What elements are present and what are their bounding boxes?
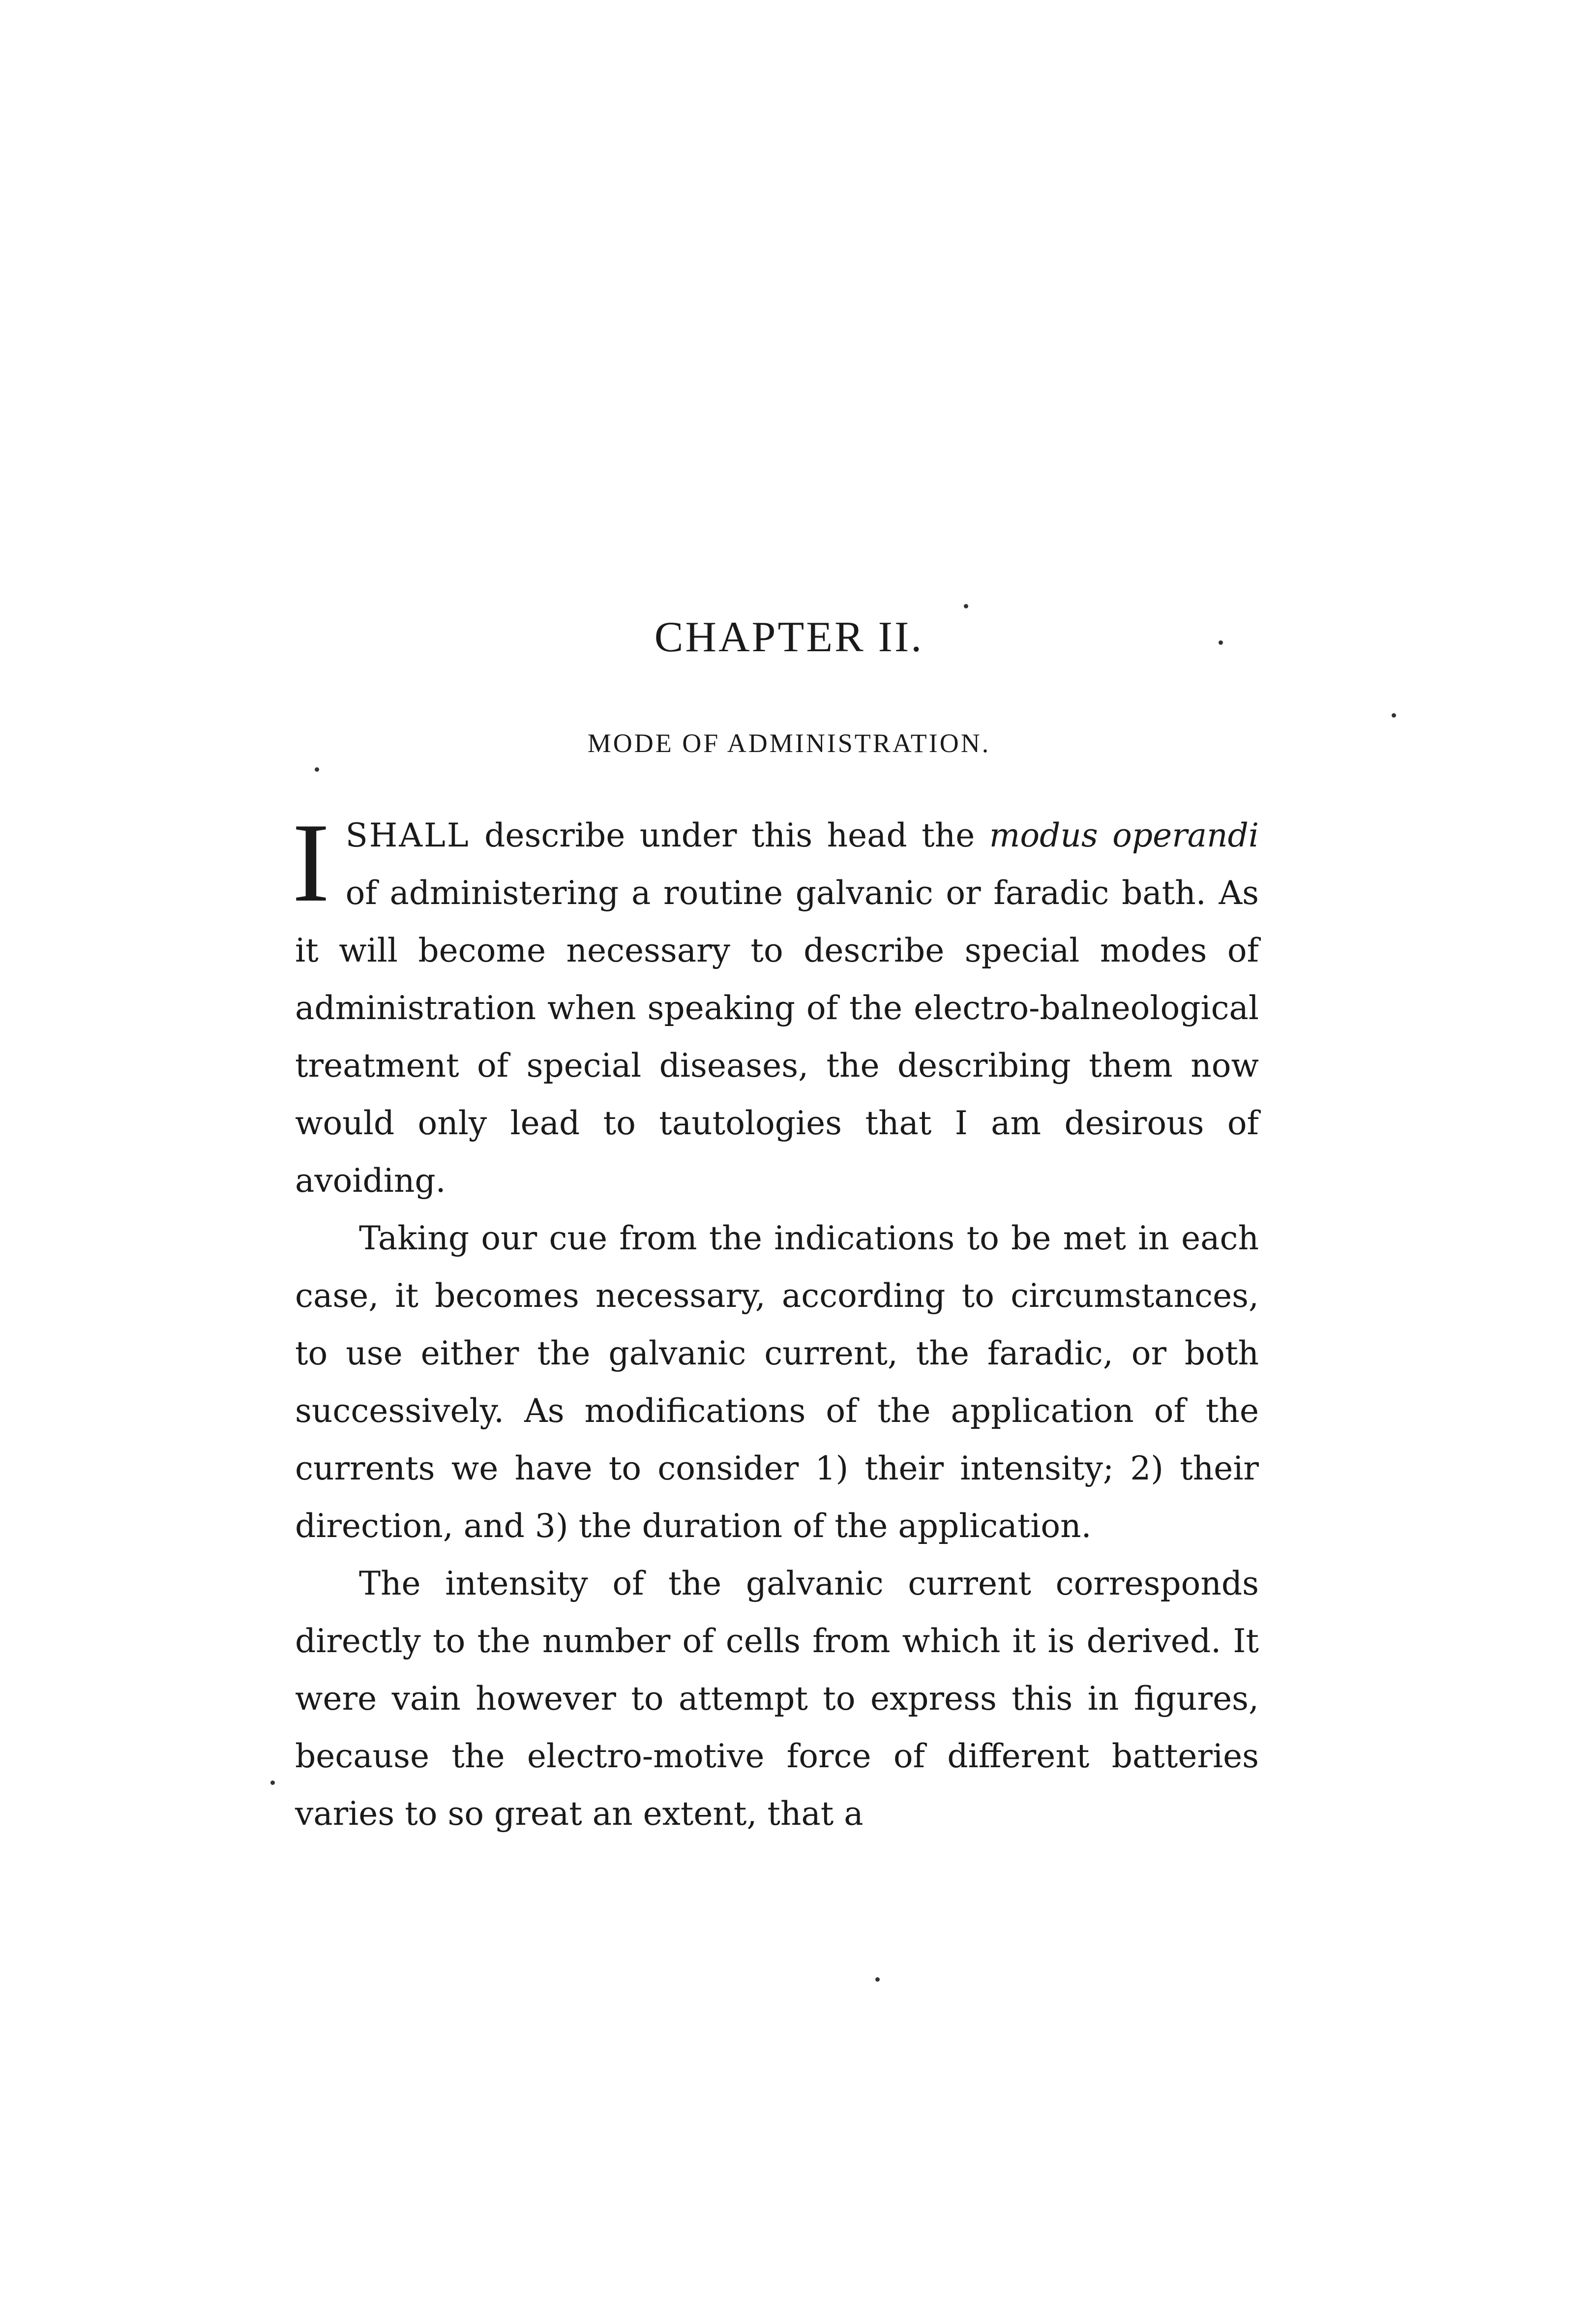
scan-speck xyxy=(1219,640,1223,645)
paragraph-text: of administering a routine galvanic or faradic bath. As it will become necessary to describe special modes of administration when speaking of the electro-balneological treatment of special diseases, the describing them now would only lead to tautologies that I am desirous of avoiding. xyxy=(295,874,1259,1200)
paragraph-2: Taking our cue from the indications to be met in each case, it becomes necessary, according to circumstances, to use either the galvanic current, the faradic, or both successively. As modifications of the application of the currents we have to consider 1) their intensity; 2) their direction, and 3) the duration of the application. xyxy=(295,1219,1259,1545)
paragraph-1 xyxy=(292,800,1259,1209)
scan-speck xyxy=(964,604,968,608)
chapter-title: CHAPTER II. xyxy=(654,613,924,661)
scan-speck xyxy=(270,1781,275,1785)
scan-speck xyxy=(875,1977,880,1982)
paragraph-3: The intensity of the galvanic current corresponds directly to the number of cells from which it is derived. It were vain however to attempt to express this in figures, because the electro-motive force of different batteries varies to so great an extent, that a xyxy=(295,1565,1259,1833)
chapter-subtitle: MODE OF ADMINISTRATION. xyxy=(587,728,991,758)
italic-phrase: modus operandi xyxy=(989,816,1259,854)
scan-speck xyxy=(1392,713,1396,718)
paragraph-lead: SHALL xyxy=(345,816,470,854)
body-text xyxy=(292,800,1259,1842)
drop-cap: I xyxy=(292,800,330,925)
scan-speck xyxy=(315,767,319,772)
paragraph-text: describe under this head the xyxy=(470,816,989,854)
